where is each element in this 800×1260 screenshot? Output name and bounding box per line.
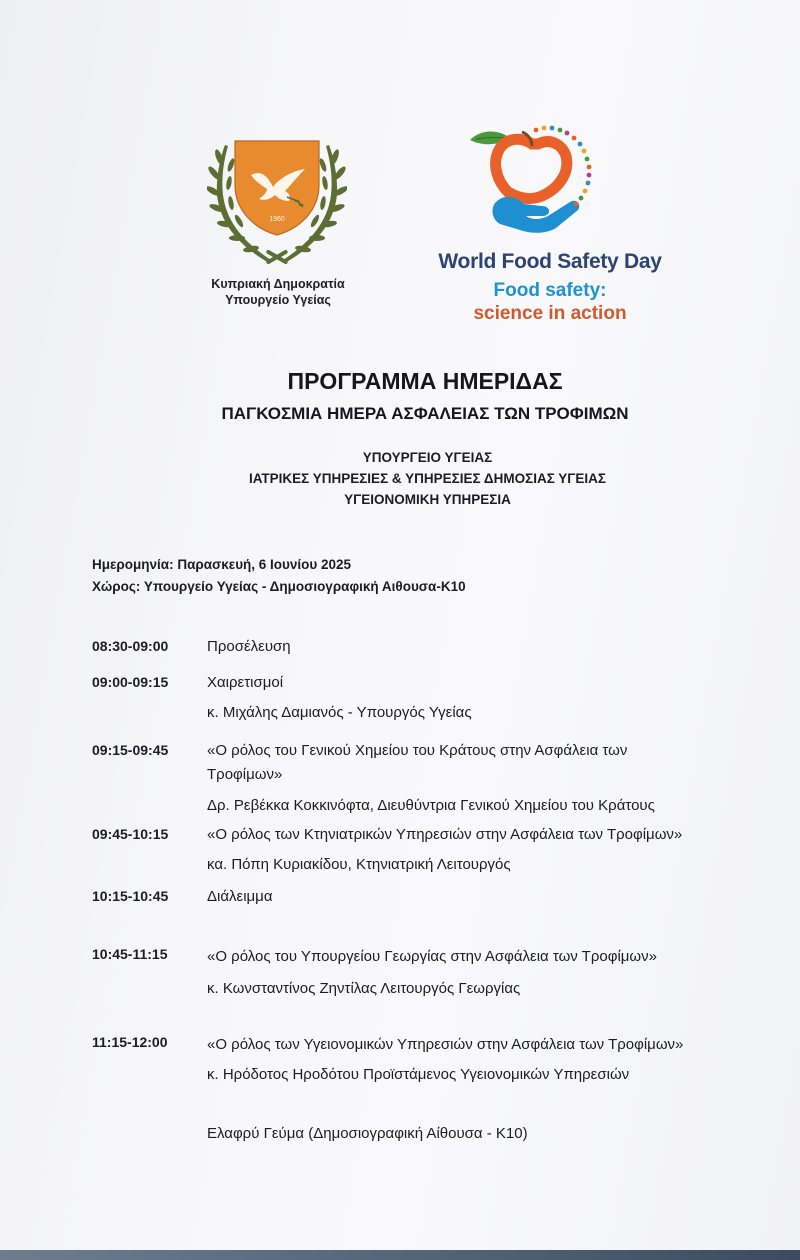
schedule-item-text: «Ο ρόλος των Κτηνιατρικών Υπηρεσιών στην Ασφάλεια των Τροφίμων» — [207, 826, 683, 843]
wfsd-subtitle-line-2: science in action — [473, 303, 627, 324]
schedule-time: 10:45-11:15 — [92, 946, 168, 962]
schedule-time: 09:45-10:15 — [92, 826, 169, 842]
schedule-time: 09:15-09:45 — [92, 742, 169, 758]
wfsd-subtitle-line-1: Food safety: — [493, 280, 607, 301]
schedule-item-speaker: κ. Κωνσταντίνος Ζηντίλας Λειτουργός Γεωργίας — [207, 980, 521, 997]
closing-lunch-note: Ελαφρύ Γεύμα (Δημοσιογραφική Αίθουσα - Κ10) — [207, 1125, 528, 1142]
svg-text:1960: 1960 — [269, 216, 285, 223]
schedule-item-text: «Ο ρόλος του Υπουργείου Γεωργίας στην Ασφάλεια των Τροφίμων» — [207, 948, 657, 965]
cyprus-caption-line-2: Υπουργείο Υγείας — [225, 293, 331, 307]
schedule-item-text: Διάλειμμα — [207, 888, 273, 905]
cyprus-coat-of-arms-logo — [207, 135, 347, 270]
schedule-item-speaker: κα. Πόπη Κυριακίδου, Κτηνιατρική Λειτουργός — [207, 856, 511, 873]
program-subtitle: ΠΑΓΚΟΣΜΙΑ ΗΜΕΡΑ ΑΣΦΑΛΕΙΑΣ ΤΩΝ ΤΡΟΦΙΜΩΝ — [221, 404, 629, 423]
world-food-safety-day-logo — [466, 124, 612, 240]
department-line-1: ΥΠΟΥΡΓΕΙΟ ΥΓΕΙΑΣ — [362, 450, 493, 465]
schedule-time: 10:15-10:45 — [92, 888, 169, 904]
desk-surface-edge — [0, 1250, 800, 1260]
schedule-time: 08:30-09:00 — [92, 638, 169, 654]
cyprus-emblem-caption — [180, 276, 376, 308]
schedule-item-text: Προσέλευση — [207, 638, 291, 655]
schedule-item-text: «Ο ρόλος των Υγειονομικών Υπηρεσιών στην Ασφάλεια των Τροφίμων» — [207, 1036, 684, 1053]
department-line-2: ΙΑΤΡΙΚΕΣ ΥΠΗΡΕΣΙΕΣ & ΥΠΗΡΕΣΙΕΣ ΔΗΜΟΣΙΑΣ ΥΓΕΙΑΣ — [248, 471, 607, 486]
schedule-item-speaker: κ. Ηρόδοτος Ηροδότου Προϊστάμενος Υγειονομικών Υπηρεσιών — [207, 1066, 630, 1083]
department-line-3: ΥΓΕΙΟΝΟΜΙΚΗ ΥΠΗΡΕΣΙΑ — [344, 492, 511, 507]
schedule-item-speaker: κ. Μιχάλης Δαμιανός - Υπουργός Υγείας — [207, 704, 472, 721]
schedule-time: 09:00-09:15 — [92, 674, 169, 690]
schedule-item-text: Χαιρετισμοί — [207, 674, 284, 691]
event-venue: Χώρος: Υπουργείο Υγείας - Δημοσιογραφική Αιθουσα-Κ10 — [92, 579, 466, 594]
program-title: ΠΡΟΓΡΑΜΜΑ ΗΜΕΡΙΔΑΣ — [287, 368, 563, 394]
cyprus-caption-line-1: Κυπριακή Δημοκρατία — [211, 277, 345, 291]
schedule-item-text: «Ο ρόλος του Γενικού Χημείου του Κράτους στην Ασφάλεια των — [207, 742, 628, 759]
wfsd-title: World Food Safety Day — [438, 250, 662, 273]
schedule-time: 11:15-12:00 — [92, 1034, 168, 1050]
schedule-item-speaker: Δρ. Ρεβέκκα Κοκκινόφτα, Διευθύντρια Γενικού Χημείου του Κράτους — [207, 797, 655, 814]
schedule-item-text: Τροφίμων» — [207, 766, 283, 783]
event-date: Ημερομηνία: Παρασκευή, 6 Ιουνίου 2025 — [92, 557, 352, 572]
